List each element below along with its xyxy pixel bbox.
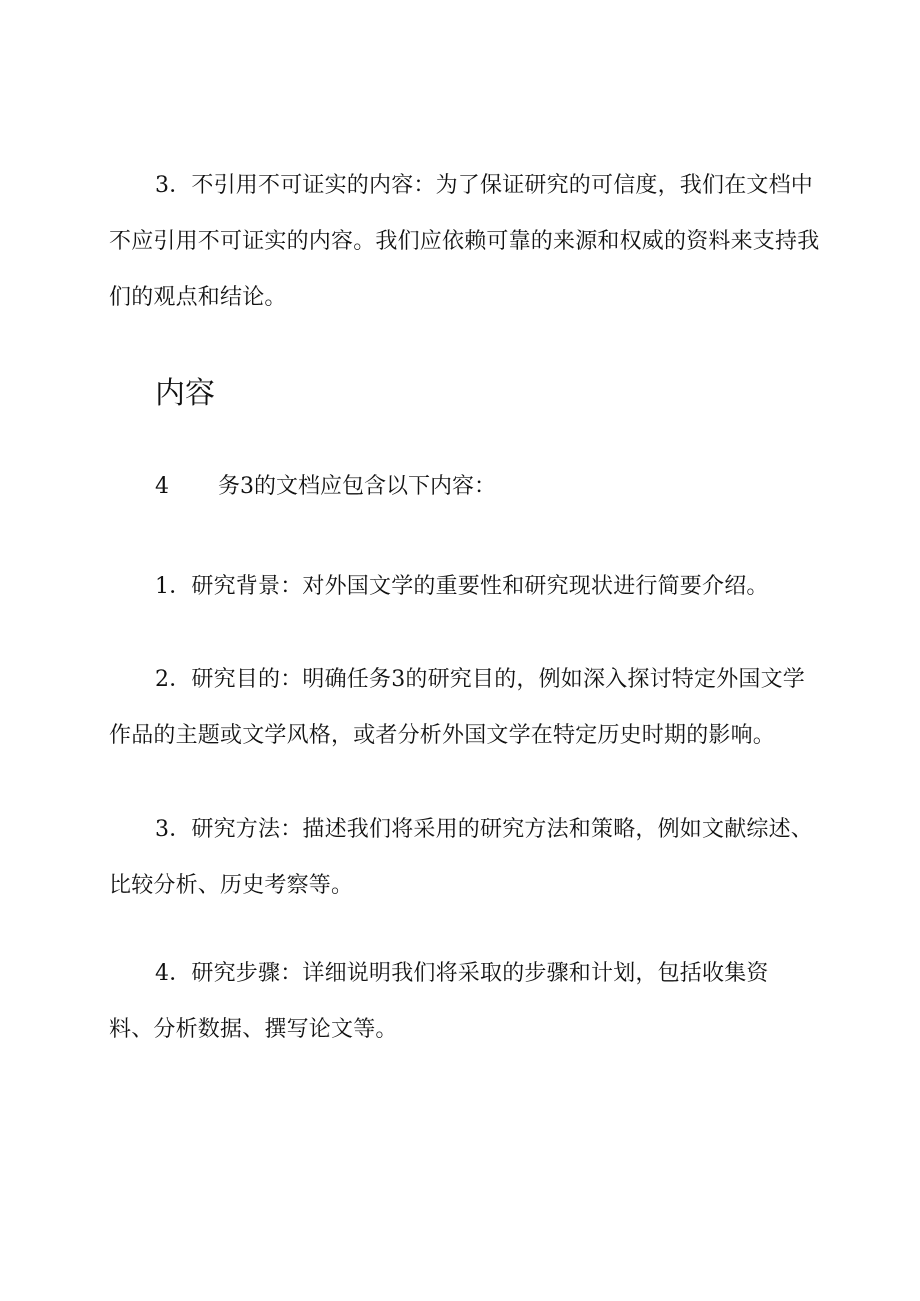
section-heading: 内容 bbox=[155, 376, 215, 411]
paragraph-number: 3 bbox=[155, 173, 170, 198]
item-text: ．研究步骤：详细说明我们将采取的步骤和计划，包括收集资料、分析数据、撰写论文等。 bbox=[109, 961, 769, 1042]
content-item-method bbox=[109, 802, 824, 914]
intro-number: 4 bbox=[155, 474, 169, 499]
content-item-background bbox=[109, 559, 824, 615]
content-item-purpose bbox=[109, 652, 824, 764]
item-text: ．研究方法：描述我们将采用的研究方法和策略，例如文献综述、比较分析、历史考察等。 bbox=[109, 817, 814, 898]
reference-rule-paragraph bbox=[109, 158, 824, 326]
item-number: 2 bbox=[155, 667, 170, 692]
content-item-steps bbox=[109, 946, 789, 1058]
intro-text: 务3的文档应包含以下内容： bbox=[218, 474, 496, 499]
item-number: 3 bbox=[155, 817, 170, 842]
paragraph-text: ．不引用不可证实的内容：为了保证研究的可信度，我们在文档中不应引用不可证实的内容。我们应依赖可靠的来源和权威的资料来支持我们的观点和结论。 bbox=[109, 173, 820, 310]
item-text: ．研究目的：明确任务3的研究目的，例如深入探讨特定外国文学作品的主题或文学风格，或者分析外国文学在特定历史时期的影响。 bbox=[109, 667, 806, 748]
item-text: ．研究背景：对外国文学的重要性和研究现状进行简要介绍。 bbox=[169, 574, 769, 599]
item-number: 4 bbox=[155, 961, 170, 986]
item-number: 1 bbox=[155, 574, 170, 599]
